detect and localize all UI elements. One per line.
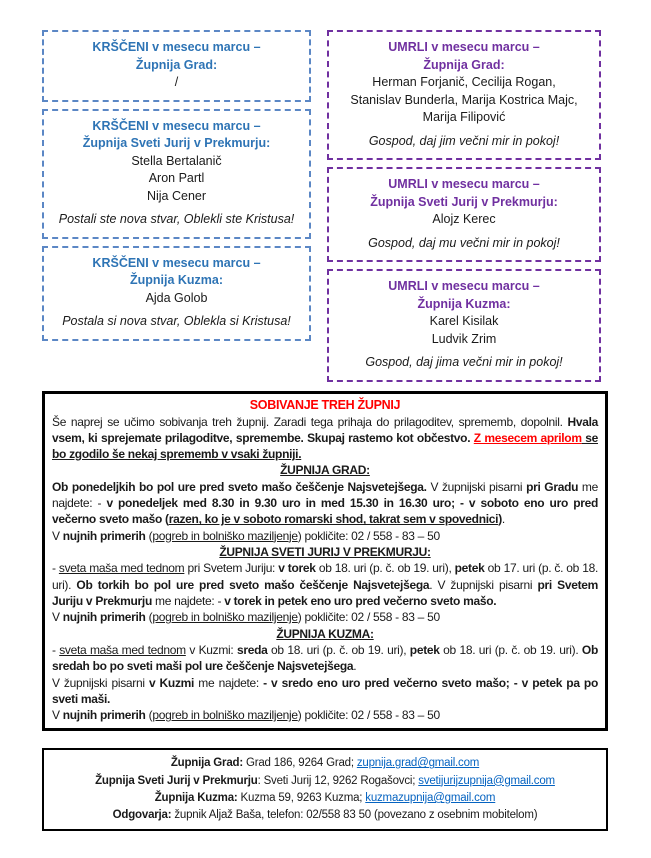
- box-title-line2: Župnija Kuzma:: [417, 296, 511, 311]
- name-line: Herman Forjanič, Cecilija Rogan,: [372, 75, 556, 89]
- text-run: sveta maša med tednom: [59, 642, 186, 657]
- text-run: ŽUPNIJA KUZMA:: [276, 626, 374, 641]
- paragraph: [52, 560, 598, 609]
- text-run: V župnijski pisarni: [52, 675, 149, 690]
- text-run: sreda: [237, 642, 268, 657]
- name-line: /: [174, 75, 179, 89]
- text-run: ob 18. uri (p. č. ob 19. uri),: [315, 561, 455, 576]
- name-list: [50, 290, 303, 308]
- name-line: Nija Cener: [146, 188, 207, 203]
- text-run: ŽUPNIJA SVETI JURIJ V PREKMURJU:: [219, 545, 431, 559]
- contact-info-box: [42, 748, 608, 831]
- main-body: [52, 414, 598, 724]
- text-run: ob 18. uri (p. č. ob 19. uri),: [267, 642, 410, 657]
- box-title: [335, 39, 593, 74]
- contact-line: [50, 790, 600, 807]
- text-run: Grad 186, 9264 Grad;: [242, 757, 357, 770]
- contact-line: [50, 755, 600, 772]
- name-line: Ludvik Zrim: [431, 331, 497, 346]
- paragraph: [52, 414, 598, 463]
- box-quote: Gospod, daj mu večni mir in pokoj!: [368, 235, 560, 250]
- text-run: -: [52, 561, 59, 576]
- paragraph: [52, 707, 598, 723]
- name-list: [335, 313, 593, 348]
- baptized-box-grad: [42, 30, 311, 102]
- text-run: pogreb in bolniško maziljenje: [152, 708, 298, 723]
- text-run: Z mesecem aprilom: [473, 430, 582, 445]
- text-run: Ob torkih bo pol ure pred sveto mašo češčenje Najsvetejšega: [76, 577, 430, 592]
- text-run: sveta maša med tednom: [58, 561, 185, 576]
- text-run: me najdete: -: [151, 593, 225, 608]
- baptized-column: [42, 30, 311, 382]
- text-run: me najdete:: [194, 675, 264, 690]
- text-run: v Kuzmi:: [185, 642, 237, 657]
- deceased-box-sveti-jurij: [327, 167, 601, 262]
- text-run: V: [52, 610, 63, 625]
- paragraph: [52, 642, 598, 675]
- email-link[interactable]: zupnija.grad@gmail.com: [356, 757, 480, 770]
- text-run: nujnih primerih: [62, 708, 146, 723]
- box-title: [335, 176, 593, 211]
- coexistence-info-box: [42, 391, 608, 732]
- name-line: Stella Bertalanič: [131, 153, 222, 168]
- text-run: nujnih primerih: [62, 610, 146, 625]
- section-heading: [52, 544, 598, 560]
- text-run: (: [145, 528, 153, 543]
- text-run: V župnijski pisarni: [426, 479, 527, 494]
- box-title-line2: Župnija Grad:: [423, 57, 505, 72]
- name-line: Karel Kisilak: [429, 314, 499, 328]
- baptized-box-sveti-jurij: [42, 109, 311, 239]
- text-run: ŽUPNIJA GRAD:: [280, 463, 370, 478]
- email-link[interactable]: kuzmazupnija@gmail.com: [365, 791, 496, 804]
- text-run: . V župnijski pisarni: [429, 577, 538, 592]
- text-run: (: [165, 512, 169, 527]
- text-run: župnik Aljaž Baša, telefon: 02/558 83 50 (povezano z osebnim mobitelom): [171, 809, 538, 822]
- box-title-line1: UMRLI v mesecu marcu –: [388, 40, 540, 54]
- deceased-column: [327, 30, 601, 382]
- box-title: [50, 118, 303, 153]
- deceased-box-grad: [327, 30, 601, 160]
- text-run: Župnija Kuzma:: [154, 791, 238, 804]
- paragraph: [52, 479, 598, 528]
- text-run: Župnija Sveti Jurij v Prekmurju: [95, 774, 258, 787]
- text-run: razen, ko je v soboto romarski shod, takrat sem v spovednici: [168, 512, 499, 527]
- paragraph: [52, 528, 598, 544]
- text-run: pogreb in bolniško maziljenje: [152, 528, 298, 543]
- text-run: Odgovarja:: [112, 809, 172, 822]
- text-run: pri Svetem Juriju v Prekmurju: [52, 577, 599, 608]
- box-quote: Postali ste nova stvar, Oblekli ste Kristusa!: [58, 212, 295, 226]
- text-run: v torek in petek eno uro pred večerno sveto mašo.: [224, 593, 497, 608]
- box-title-line1: UMRLI v mesecu marcu –: [388, 279, 540, 293]
- text-run: v ponedeljek med 8.30 in 9.30 uro in med 15.30 in 16.30 uro; - v soboto eno uro pred večerno sveto mašo: [52, 496, 598, 527]
- name-list: [335, 211, 593, 229]
- name-line: Stanislav Bunderla, Marija Kostrica Majc,: [350, 92, 578, 107]
- name-line: Aron Partl: [148, 171, 205, 185]
- text-run: Hvala vsem, ki sprejemate prilagoditve, spremembe. Skupaj rastemo kot občestvo.: [52, 414, 598, 445]
- box-title-line1: KRŠČENI v mesecu marcu –: [92, 40, 261, 54]
- text-run: Ob ponedeljkih bo pol ure pred sveto mašo češčenje Najsvetejšega.: [52, 479, 427, 494]
- text-run: V: [52, 528, 63, 543]
- box-title: [50, 39, 303, 74]
- text-run: Župnija Grad:: [170, 757, 243, 770]
- name-list: [50, 153, 303, 206]
- text-run: ) pokličite: 02 / 558 - 83 – 50: [297, 610, 440, 625]
- text-run: .: [353, 659, 357, 674]
- box-quote: Gospod, daj jim večni mir in pokoj!: [368, 133, 560, 148]
- text-run: ): [498, 512, 502, 527]
- contact-line: [50, 773, 600, 790]
- text-run: ob 17. uri (p. č. ob 18. uri).: [52, 561, 598, 592]
- text-run: .: [501, 512, 505, 527]
- text-run: -: [52, 642, 60, 657]
- section-heading: [52, 462, 598, 478]
- text-run: petek: [454, 561, 485, 576]
- deceased-box-kuzma: [327, 269, 601, 382]
- text-run: - v sredo eno uro pred večerno sveto mašo; - v petek pa po sveti maši.: [52, 675, 598, 706]
- box-quote: Gospod, daj jima večni mir in pokoj!: [365, 355, 563, 369]
- box-title-line1: KRŠČENI v mesecu marcu –: [92, 118, 261, 133]
- box-title-line1: UMRLI v mesecu marcu –: [388, 177, 540, 191]
- box-title-line1: KRŠČENI v mesecu marcu –: [92, 255, 261, 270]
- text-run: pogreb in bolniško maziljenje: [152, 610, 298, 625]
- contact-line: [50, 807, 600, 824]
- email-link[interactable]: svetijurijzupnija@gmail.com: [418, 774, 555, 787]
- text-run: ) pokličite: 02 / 558 - 83 – 50: [297, 528, 440, 543]
- text-run: se bo zgodilo še nekaj sprememb v vsaki župniji.: [52, 430, 598, 462]
- memorial-boxes-grid: [42, 30, 608, 382]
- name-list: [50, 74, 303, 92]
- contact-lines: [50, 755, 600, 824]
- text-run: Še naprej se učimo sobivanja treh župnij. Zaradi tega prihaja do prilagoditev, sprememb, dopolnil.: [52, 414, 568, 429]
- text-run: ) pokličite: 02 / 558 - 83 – 50: [297, 708, 440, 723]
- text-run: nujnih primerih: [62, 528, 146, 543]
- text-run: : Sveti Jurij 12, 9262 Rogašovci;: [257, 774, 419, 787]
- text-run: petek: [409, 642, 440, 657]
- text-run: v Kuzmi: [148, 675, 195, 690]
- main-title: SOBIVANJE TREH ŽUPNIJ: [249, 397, 401, 412]
- text-run: pri Svetem Juriju:: [184, 561, 279, 576]
- name-line: Alojz Kerec: [432, 212, 496, 226]
- box-title: [335, 278, 593, 313]
- name-list: [335, 74, 593, 127]
- box-title-line2: Župnija Kuzma:: [129, 273, 224, 287]
- box-title: [50, 255, 303, 290]
- paragraph: [52, 609, 598, 625]
- box-title-line2: Župnija Sveti Jurij v Prekmurju:: [370, 194, 558, 209]
- text-run: me najdete: -: [52, 479, 599, 511]
- name-line: Ajda Golob: [145, 290, 208, 305]
- box-title-line2: Župnija Grad:: [135, 57, 218, 72]
- text-run: (: [145, 610, 153, 625]
- text-run: ob 18. uri (p. č. ob 19. uri).: [439, 642, 582, 657]
- section-heading: [52, 626, 598, 642]
- text-run: v torek: [278, 561, 316, 576]
- text-run: Kuzma 59, 9263 Kuzma;: [237, 791, 366, 804]
- box-title-line2: Župnija Sveti Jurij v Prekmurju:: [82, 136, 271, 150]
- name-line: Marija Filipović: [422, 110, 506, 124]
- paragraph: [52, 675, 598, 708]
- text-run: (: [145, 708, 153, 723]
- box-quote: Postala si nova stvar, Oblekla si Kristusa!: [62, 314, 291, 328]
- text-run: Ob sredah bo po sveti maši pol ure češčenje Najsvetejšega: [52, 642, 598, 674]
- baptized-box-kuzma: [42, 246, 311, 341]
- text-run: V: [52, 708, 63, 723]
- text-run: pri Gradu: [526, 479, 579, 494]
